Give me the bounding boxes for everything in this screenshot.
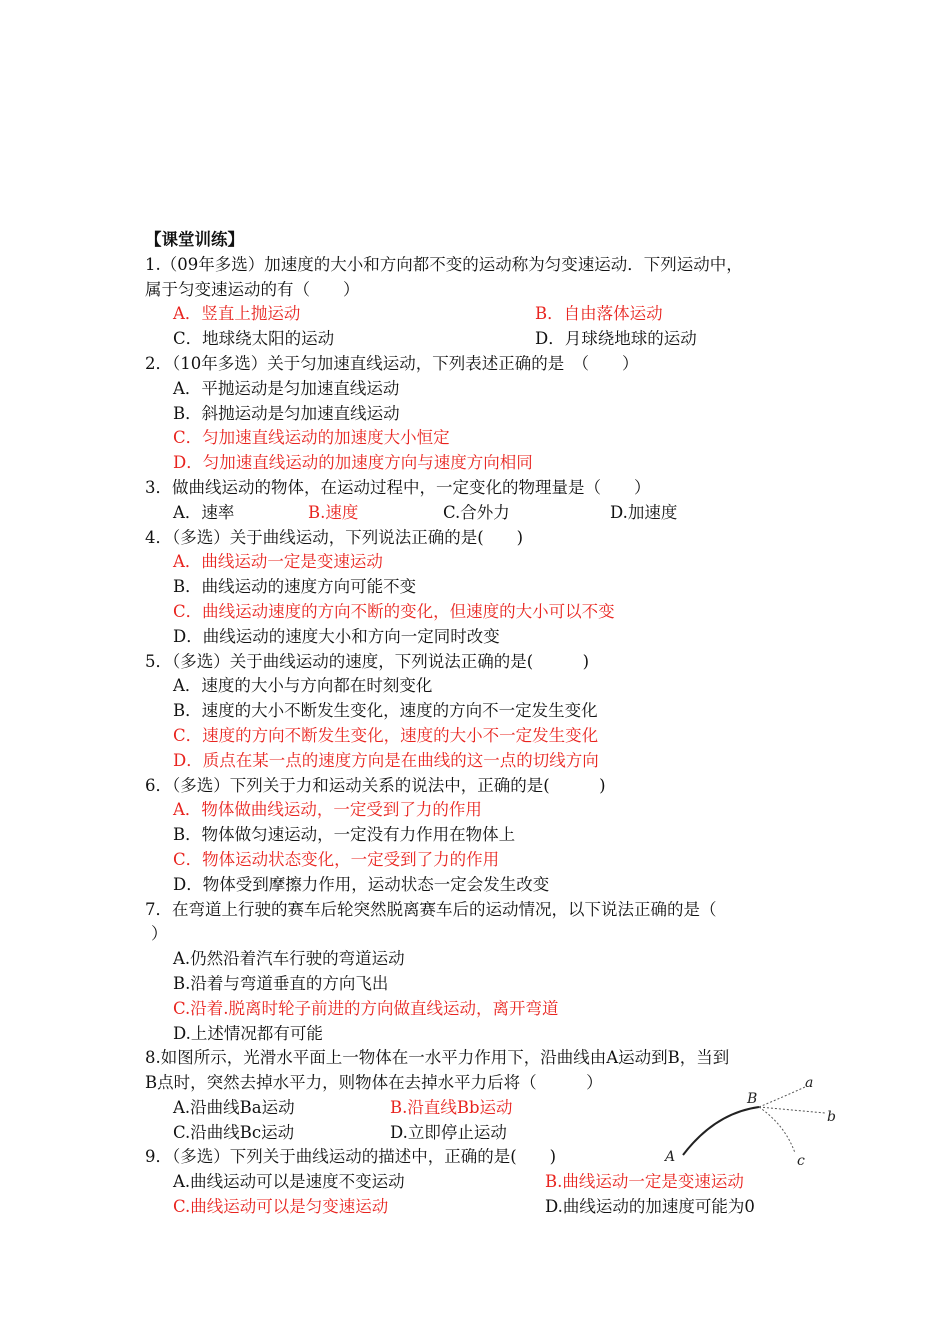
q6-option-c: C．物体运动状态变化，一定受到了力的作用 (173, 849, 500, 869)
q4-option-a: A．曲线运动一定是变速运动 (173, 552, 383, 572)
q3-options-row (145, 501, 825, 526)
q6-option-b: B．物体做匀速运动，一定没有力作用在物体上 (173, 825, 516, 845)
q2-option-d: D．匀加速直线运动的加速度方向与速度方向相同 (173, 453, 533, 473)
q4-option-d: D．曲线运动的速度大小和方向一定同时改变 (173, 626, 500, 646)
curve-a-to-b (683, 1107, 759, 1155)
q8-option-c: C.沿曲线Bc运动 (173, 1122, 295, 1142)
exercise-content (145, 228, 825, 1220)
q3-stem: 3．做曲线运动的物体，在运动过程中，一定变化的物理量是（ ） (145, 477, 651, 497)
figure-label-b-point: B (747, 1091, 758, 1107)
q9-stem: 9．（多选）下列关于曲线运动的描述中，正确的是( ) (145, 1147, 557, 1167)
q8-stem-line2: B点时，突然去掉水平力，则物体在去掉水平力后将（ ） (145, 1073, 603, 1093)
figure-label-a: a (805, 1075, 814, 1091)
q1-options-row2 (145, 327, 825, 352)
q8-trajectory-figure (655, 1075, 845, 1175)
q7-option-d: D.上述情况都有可能 (173, 1023, 323, 1043)
q1-option-a: A．竖直上抛运动 (173, 304, 301, 324)
q1-option-b: B．自由落体运动 (535, 304, 663, 324)
q8-option-a: A.沿曲线Ba运动 (173, 1097, 295, 1117)
q8-option-d: D.立即停止运动 (390, 1122, 507, 1142)
q3-option-b: B.速度 (308, 502, 359, 522)
q1-stem-line2: 属于匀变速运动的有（ ） (145, 279, 360, 299)
q5-option-a: A．速度的大小与方向都在时刻变化 (173, 676, 433, 696)
q7-option-c: C.沿着.脱离时轮子前进的方向做直线运动，离开弯道 (173, 998, 559, 1018)
q7-option-a: A.仍然沿着汽车行驶的弯道运动 (173, 949, 405, 969)
q6-option-a: A．物体做曲线运动，一定受到了力的作用 (173, 800, 482, 820)
dotted-path-bc (759, 1107, 795, 1153)
q1-option-d: D．月球绕地球的运动 (535, 329, 697, 349)
q1-options-row1 (145, 302, 825, 327)
q2-option-b: B．斜抛运动是匀加速直线运动 (173, 403, 400, 423)
section-heading: 【课堂训练】 (145, 230, 244, 249)
q9-option-c: C.曲线运动可以是匀变速运动 (173, 1197, 389, 1217)
q5-option-b: B．速度的大小不断发生变化，速度的方向不一定发生变化 (173, 701, 598, 721)
q4-option-b: B．曲线运动的速度方向可能不变 (173, 577, 417, 597)
figure-label-c: c (797, 1153, 805, 1169)
q1-stem-line1: 1.（09年多选）加速度的大小和方向都不变的运动称为匀变速运动．下列运动中， (145, 254, 743, 274)
q5-option-d: D．质点在某一点的速度方向是在曲线的这一点的切线方向 (173, 750, 599, 770)
q7-stem-line1: 7．在弯道上行驶的赛车后轮突然脱离赛车后的运动情况，以下说法正确的是（ (145, 899, 717, 919)
q4-stem: 4．（多选）关于曲线运动，下列说法正确的是( ) (145, 527, 524, 547)
q3-option-c: C.合外力 (443, 502, 510, 522)
q6-option-d: D．物体受到摩擦力作用，运动状态一定会发生改变 (173, 874, 550, 894)
q6-stem: 6．（多选）下列关于力和运动关系的说法中，正确的是( ) (145, 775, 606, 795)
figure-label-b: b (827, 1109, 836, 1125)
q3-option-d: D.加速度 (610, 502, 678, 522)
q2-option-a: A．平抛运动是匀加速直线运动 (173, 378, 400, 398)
q9-option-d: D.曲线运动的加速度可能为0 (545, 1197, 755, 1217)
q2-stem: 2．（10年多选）关于匀加速直线运动，下列表述正确的是 （ ） (145, 353, 639, 373)
q7-stem-line2: ） (151, 924, 168, 944)
q5-option-c: C．速度的方向不断发生变化，速度的大小不一定发生变化 (173, 725, 599, 745)
dotted-path-ba (759, 1087, 805, 1107)
q4-option-c: C．曲线运动速度的方向不断的变化，但速度的大小可以不变 (173, 601, 615, 621)
q8-option-b: B.沿直线Bb运动 (390, 1097, 513, 1117)
q2-option-c: C．匀加速直线运动的加速度大小恒定 (173, 428, 450, 448)
figure-label-a-point: A (665, 1149, 676, 1165)
dotted-path-bb (759, 1107, 825, 1113)
q3-option-a: A．速率 (173, 502, 235, 522)
q7-option-b: B.沿着与弯道垂直的方向飞出 (173, 973, 389, 993)
q1-option-c: C．地球绕太阳的运动 (173, 329, 335, 349)
q9-option-a: A.曲线运动可以是速度不变运动 (173, 1172, 405, 1192)
q9-option-b: B.曲线运动一定是变速运动 (545, 1172, 744, 1192)
q8-stem-line1: 8.如图所示，光滑水平面上一物体在一水平力作用下，沿曲线由A运动到B，当到 (145, 1048, 730, 1068)
q9-options-row2 (145, 1195, 825, 1220)
q5-stem: 5．（多选）关于曲线运动的速度，下列说法正确的是( ) (145, 651, 590, 671)
